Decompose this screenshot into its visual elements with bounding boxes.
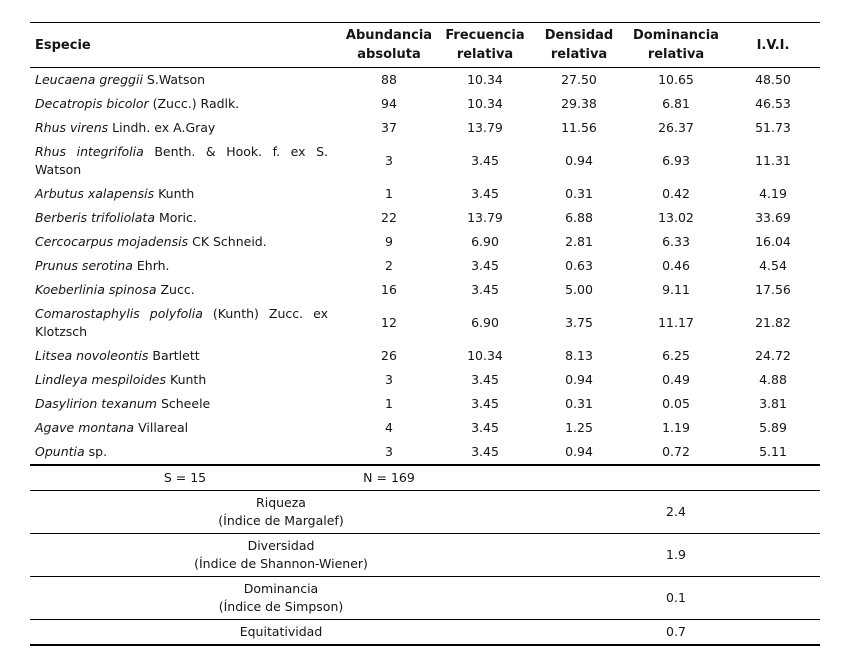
- cell-ivi: 17.56: [755, 282, 791, 297]
- cell-ivi: 48.50: [755, 72, 791, 87]
- cell-abundancia: 88: [381, 72, 397, 87]
- cell-abundancia: 16: [381, 282, 397, 297]
- cell-ivi: 4.88: [759, 372, 787, 387]
- header-line: absoluta: [357, 47, 421, 62]
- cell-abundancia: 3: [385, 444, 393, 459]
- index-row: [30, 534, 820, 577]
- species-scientific-name: Cercocarpus mojadensis: [35, 234, 189, 249]
- species-row: [30, 140, 820, 182]
- index-label-line2: (Índice de Simpson): [218, 599, 344, 614]
- header-line: I.V.I.: [756, 37, 790, 53]
- empty-cell: [532, 465, 626, 491]
- header-line: relativa: [456, 47, 514, 62]
- header-line: Dominancia: [633, 28, 719, 43]
- empty-cell: [626, 465, 726, 491]
- individuals-count: N = 169: [363, 470, 415, 485]
- empty-cell: [726, 491, 820, 534]
- species-name-cell: [30, 92, 340, 116]
- species-authority: sp.: [88, 444, 108, 459]
- cell-abundancia: 3: [385, 153, 393, 168]
- index-value: 1.9: [666, 547, 686, 562]
- species-row: [30, 392, 820, 416]
- cell-abundancia: 2: [385, 258, 393, 273]
- cell-frecuencia: 3.45: [471, 258, 499, 273]
- species-scientific-name: Comarostaphylis polyfolia: [35, 306, 203, 321]
- cell-dominancia: 6.33: [662, 234, 690, 249]
- cell-dominancia: 13.02: [658, 210, 694, 225]
- cell-abundancia: 26: [381, 348, 397, 363]
- species-scientific-name: Prunus serotina: [35, 258, 133, 273]
- cell-dominancia: 26.37: [658, 120, 694, 135]
- species-row: [30, 368, 820, 392]
- cell-dominancia: 0.49: [662, 372, 690, 387]
- cell-densidad: 11.56: [561, 120, 597, 135]
- cell-densidad: 6.88: [565, 210, 593, 225]
- species-authority: (Zucc.) Radlk.: [152, 96, 240, 111]
- species-scientific-name: Koeberlinia spinosa: [35, 282, 157, 297]
- index-value: 2.4: [666, 504, 686, 519]
- species-name-cell: [30, 182, 340, 206]
- cell-frecuencia: 3.45: [471, 186, 499, 201]
- cell-dominancia: 0.42: [662, 186, 690, 201]
- cell-ivi: 24.72: [755, 348, 791, 363]
- cell-densidad: 0.63: [565, 258, 593, 273]
- species-rows: [30, 68, 820, 466]
- species-scientific-name: Dasylirion texanum: [35, 396, 157, 411]
- species-name-cell: [30, 440, 340, 465]
- cell-dominancia: 9.11: [662, 282, 690, 297]
- cell-dominancia: 10.65: [658, 72, 694, 87]
- cell-frecuencia: 3.45: [471, 420, 499, 435]
- cell-dominancia: 0.46: [662, 258, 690, 273]
- species-authority: Zucc.: [160, 282, 195, 297]
- species-scientific-name: Agave montana: [35, 420, 135, 435]
- header-line: Especie: [35, 37, 91, 53]
- cell-frecuencia: 3.45: [471, 282, 499, 297]
- cell-densidad: 3.75: [565, 315, 593, 330]
- species-scientific-name: Litsea novoleontis: [35, 348, 149, 363]
- species-row: [30, 182, 820, 206]
- species-authority: Kunth: [158, 186, 195, 201]
- species-row: [30, 92, 820, 116]
- species-name-cell: [30, 140, 340, 182]
- header-line: Abundancia: [345, 28, 433, 43]
- cell-ivi: 11.31: [755, 153, 791, 168]
- empty-cell: [726, 534, 820, 577]
- header-ivi: [726, 23, 820, 68]
- cell-abundancia: 3: [385, 372, 393, 387]
- cell-dominancia: 0.72: [662, 444, 690, 459]
- species-row: [30, 278, 820, 302]
- species-name-cell: [30, 254, 340, 278]
- empty-cell: [532, 577, 626, 620]
- cell-abundancia: 22: [381, 210, 397, 225]
- index-label: [30, 534, 532, 577]
- species-name-cell: [30, 206, 340, 230]
- cell-frecuencia: 3.45: [471, 444, 499, 459]
- cell-frecuencia: 10.34: [467, 96, 503, 111]
- cell-ivi: 4.19: [759, 186, 787, 201]
- species-scientific-name: Rhus integrifolia: [35, 144, 144, 159]
- table-header: [30, 23, 820, 68]
- cell-dominancia: 0.05: [662, 396, 690, 411]
- cell-abundancia: 1: [385, 396, 393, 411]
- species-row: [30, 416, 820, 440]
- species-row: [30, 440, 820, 465]
- species-row: [30, 116, 820, 140]
- cell-densidad: 5.00: [565, 282, 593, 297]
- index-label-line1: Dominancia: [243, 581, 319, 596]
- header-line: Frecuencia: [445, 28, 525, 43]
- cell-abundancia: 94: [381, 96, 397, 111]
- cell-ivi: 5.89: [759, 420, 787, 435]
- species-row: [30, 344, 820, 368]
- cell-frecuencia: 6.90: [471, 315, 499, 330]
- cell-ivi: 3.81: [759, 396, 787, 411]
- cell-densidad: 2.81: [565, 234, 593, 249]
- species-row: [30, 230, 820, 254]
- species-ivi-table: [30, 22, 820, 646]
- header-line: Densidad: [544, 28, 614, 43]
- index-label: [30, 491, 532, 534]
- cell-ivi: 33.69: [755, 210, 791, 225]
- species-name-cell: [30, 368, 340, 392]
- cell-ivi: 21.82: [755, 315, 791, 330]
- species-authority: Moric.: [158, 210, 197, 225]
- cell-dominancia: 11.17: [658, 315, 694, 330]
- cell-dominancia: 6.25: [662, 348, 690, 363]
- species-scientific-name: Rhus virens: [35, 120, 109, 135]
- index-value: 0.7: [666, 624, 686, 639]
- species-scientific-name: Opuntia: [35, 444, 85, 459]
- cell-frecuencia: 10.34: [467, 72, 503, 87]
- index-label-line1: Diversidad: [247, 538, 315, 553]
- species-name-cell: [30, 416, 340, 440]
- empty-cell: [532, 534, 626, 577]
- species-authority: Bartlett: [152, 348, 200, 363]
- cell-frecuencia: 13.79: [467, 210, 503, 225]
- species-name-cell: [30, 230, 340, 254]
- cell-abundancia: 1: [385, 186, 393, 201]
- cell-ivi: 4.54: [759, 258, 787, 273]
- cell-densidad: 27.50: [561, 72, 597, 87]
- summary-row: [30, 465, 820, 491]
- species-row: [30, 68, 820, 93]
- species-name-cell: [30, 302, 340, 344]
- cell-dominancia: 6.93: [662, 153, 690, 168]
- species-scientific-name: Berberis trifoliolata: [35, 210, 155, 225]
- species-authority: Villareal: [138, 420, 189, 435]
- index-label: [30, 577, 532, 620]
- summary-section: [30, 465, 820, 491]
- cell-abundancia: 37: [381, 120, 397, 135]
- cell-densidad: 29.38: [561, 96, 597, 111]
- species-count: S = 15: [163, 470, 207, 485]
- cell-dominancia: 6.81: [662, 96, 690, 111]
- header-dominancia-relativa: [626, 23, 726, 68]
- header-line: relativa: [550, 47, 608, 62]
- cell-abundancia: 9: [385, 234, 393, 249]
- cell-ivi: 5.11: [759, 444, 787, 459]
- cell-densidad: 0.31: [565, 396, 593, 411]
- cell-frecuencia: 10.34: [467, 348, 503, 363]
- species-authority: Lindh. ex A.Gray: [112, 120, 216, 135]
- species-scientific-name: Decatropis bicolor: [35, 96, 149, 111]
- cell-ivi: 51.73: [755, 120, 791, 135]
- species-authority: Scheele: [160, 396, 211, 411]
- cell-densidad: 1.25: [565, 420, 593, 435]
- cell-densidad: 0.94: [565, 153, 593, 168]
- empty-cell: [532, 620, 626, 646]
- header-abundancia-absoluta: [340, 23, 438, 68]
- index-row: [30, 620, 820, 646]
- index-label-line2: (Índice de Shannon-Wiener): [194, 556, 368, 571]
- species-name-cell: [30, 116, 340, 140]
- cell-ivi: 46.53: [755, 96, 791, 111]
- species-authority: S.Watson: [146, 72, 206, 87]
- empty-cell: [726, 577, 820, 620]
- indices-rows: [30, 491, 820, 646]
- cell-abundancia: 12: [381, 315, 397, 330]
- empty-cell: [438, 465, 532, 491]
- index-label-line1: Riqueza: [256, 495, 306, 510]
- index-label-line1: Equitatividad: [239, 624, 323, 639]
- species-authority: (Kunth) Zucc. ex Klotzsch: [35, 306, 328, 339]
- cell-dominancia: 1.19: [662, 420, 690, 435]
- cell-densidad: 8.13: [565, 348, 593, 363]
- header-frecuencia-relativa: [438, 23, 532, 68]
- species-authority: Kunth: [170, 372, 207, 387]
- species-name-cell: [30, 392, 340, 416]
- index-label-line2: (Índice de Margalef): [218, 513, 344, 528]
- cell-frecuencia: 3.45: [471, 372, 499, 387]
- species-scientific-name: Lindleya mespiloides: [35, 372, 167, 387]
- cell-abundancia: 4: [385, 420, 393, 435]
- cell-frecuencia: 3.45: [471, 153, 499, 168]
- cell-frecuencia: 6.90: [471, 234, 499, 249]
- species-name-cell: [30, 68, 340, 93]
- cell-frecuencia: 13.79: [467, 120, 503, 135]
- cell-frecuencia: 3.45: [471, 396, 499, 411]
- index-row: [30, 577, 820, 620]
- empty-cell: [726, 620, 820, 646]
- cell-densidad: 0.31: [565, 186, 593, 201]
- index-value: 0.1: [666, 590, 686, 605]
- species-authority: Ehrh.: [136, 258, 170, 273]
- header-line: relativa: [647, 47, 705, 62]
- species-scientific-name: Leucaena greggii: [35, 72, 143, 87]
- cell-ivi: 16.04: [755, 234, 791, 249]
- species-row: [30, 254, 820, 278]
- cell-densidad: 0.94: [565, 372, 593, 387]
- species-row: [30, 302, 820, 344]
- species-authority: Benth. & Hook. f. ex S. Watson: [35, 144, 328, 177]
- cell-densidad: 0.94: [565, 444, 593, 459]
- header-row: [30, 23, 820, 68]
- index-label: [30, 620, 532, 646]
- empty-cell: [726, 465, 820, 491]
- index-row: [30, 491, 820, 534]
- header-densidad-relativa: [532, 23, 626, 68]
- empty-cell: [532, 491, 626, 534]
- species-authority: CK Schneid.: [192, 234, 267, 249]
- header-especie: [30, 23, 340, 68]
- species-row: [30, 206, 820, 230]
- species-name-cell: [30, 344, 340, 368]
- species-scientific-name: Arbutus xalapensis: [35, 186, 155, 201]
- species-name-cell: [30, 278, 340, 302]
